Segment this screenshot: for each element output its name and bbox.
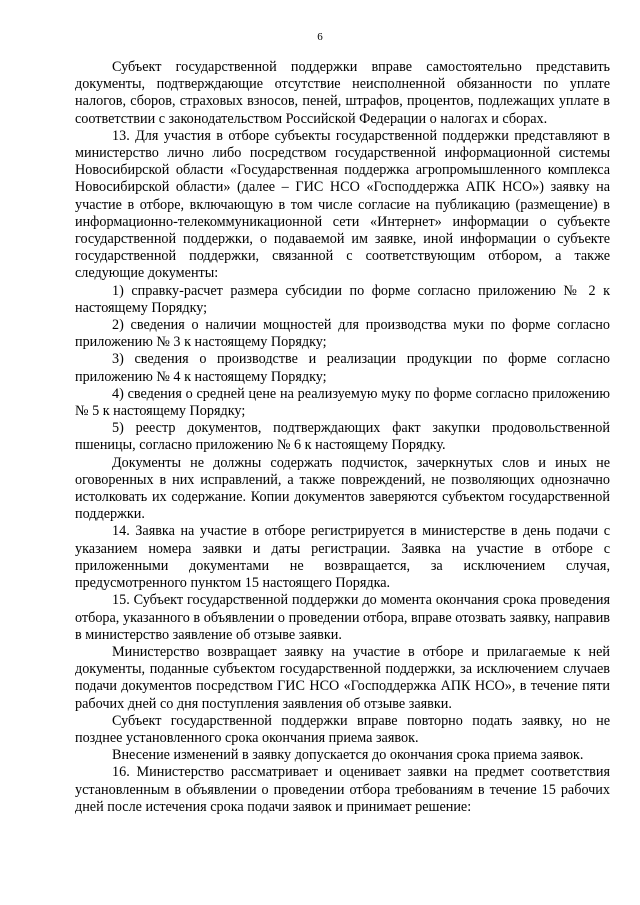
paragraph-resubmit: Субъект государственной поддержки вправе повторно подать заявку, но не позднее установленного срока окончания приема заявок.: [75, 712, 610, 746]
document-body: [75, 59, 610, 816]
list-item-4: 4) сведения о средней цене на реализуемую муку по форме согласно приложению № 5 к настоящему Порядку;: [75, 385, 610, 420]
list-item-2: 2) сведения о наличии мощностей для производства муки по форме согласно приложению № 3 к настоящему Порядку;: [75, 317, 610, 351]
paragraph-return: Министерство возвращает заявку на участие в отборе и прилагаемые к ней документы, поданные субъектом государственной поддержки, за исключением случаев подачи документов посредством ГИС НСО «Господдержка АПК НСО», в течение пяти рабочих дней со дня поступления заявления об отзыве заявки.: [75, 643, 610, 712]
paragraph-documents-right: Субъект государственной поддержки вправе самостоятельно представить документы, подтверждающие отсутствие неисполненной обязанности по уплате налогов, сборов, страховых взносов, пеней, штрафов, процентов, подлежащих уплате в соответствии с законодательством Российской Федерации о налогах и сборах.: [75, 59, 610, 127]
paragraph-13: 13. Для участия в отборе субъекты государственной поддержки представляют в министерство лично либо посредством государственной информационной системы Новосибирской области «Государственная поддержка агропромышленного комплекса Новосибирской области» (далее – ГИС НСО «Господдержка АПК НСО») заявку на участие в отборе, включающую в том числе согласие на публикацию (размещение) в информационно-телекоммуникационной сети «Интернет» информации о субъекте государственной поддержки, о подаваемой им заявке, иной информации о субъекте государственной поддержки, связанной с соответствующим отбором, а также следующие документы:: [75, 127, 610, 282]
paragraph-documents-requirements: Документы не должны содержать подчисток, зачеркнутых слов и иных не оговоренных в них исправлений, а также повреждений, не позволяющих однозначно истолковать их содержание. Копии документов заверяются субъектом государственной поддержки.: [75, 454, 610, 523]
paragraph-16: 16. Министерство рассматривает и оценивает заявки на предмет соответствия установленным в объявлении о проведении отбора требованиям в течение 15 рабочих дней после истечения срока подачи заявок и принимает решение:: [75, 764, 610, 815]
list-item-3: 3) сведения о производстве и реализации продукции по форме согласно приложению № 4 к настоящему Порядку;: [75, 351, 610, 385]
list-item-5: 5) реестр документов, подтверждающих факт закупки продовольственной пшеницы, согласно приложению № 6 к настоящему Порядку.: [75, 420, 610, 454]
paragraph-changes: Внесение изменений в заявку допускается до окончания срока приема заявок.: [112, 747, 584, 764]
paragraph-14: 14. Заявка на участие в отборе регистрируется в министерстве в день подачи с указанием номера заявки и даты регистрации. Заявка на участие в отборе с приложенными документами не возвращается, за исключением случая, предусмотренного пунктом 15 настоящего Порядка.: [75, 523, 610, 592]
list-item-1: 1) справку-расчет размера субсидии по форме согласно приложению № 2 к настоящему Порядку;: [75, 282, 610, 316]
paragraph-15: 15. Субъект государственной поддержки до момента окончания срока проведения отбора, указанного в объявлении о проведении отбора, вправе отозвать заявку, направив в министерство заявление об отзыве заявки.: [75, 592, 610, 643]
page-number: 6: [317, 31, 323, 43]
